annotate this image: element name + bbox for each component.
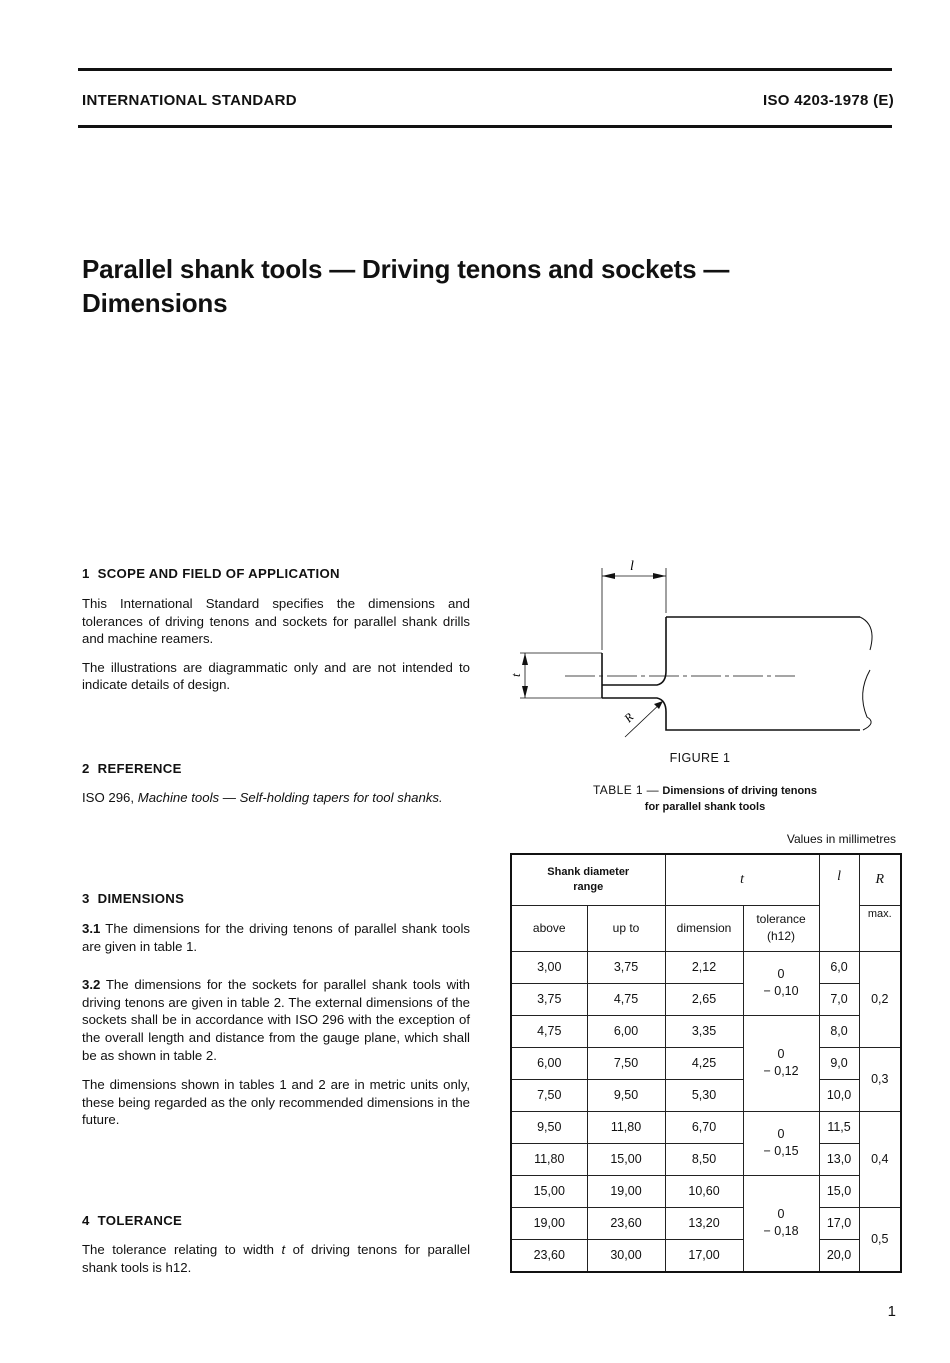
- header-above: above: [511, 905, 587, 951]
- section-1-paragraph-1: This International Standard specifies the dimensions and tolerances of driving tenons and sockets for parallel shank drills and machine reamers.: [82, 596, 470, 647]
- cell-dimension: 4,25: [665, 1047, 743, 1079]
- cell-up-to: 15,00: [587, 1143, 665, 1175]
- header-shank-diameter-range: [511, 854, 665, 905]
- table-row: [511, 1207, 901, 1239]
- page-number: 1: [887, 1303, 896, 1320]
- header-up-to: up to: [587, 905, 665, 951]
- section-4-heading: [82, 1213, 182, 1228]
- cell-up-to: 9,50: [587, 1079, 665, 1111]
- section-1-paragraph-2: The illustrations are diagrammatic only and are not intended to indicate details of design.: [82, 659, 470, 693]
- cell-l: 8,0: [819, 1015, 859, 1047]
- clause-3-2: [82, 976, 470, 1064]
- section-3-body: [82, 920, 470, 1129]
- cell-dimension: 2,12: [665, 951, 743, 983]
- header-max: max.: [859, 905, 901, 951]
- cell-up-to: 11,80: [587, 1111, 665, 1143]
- cell-r-max: 0,5: [859, 1207, 901, 1272]
- tenon-bottom-edge: [602, 698, 860, 730]
- cell-tolerance: [743, 1111, 819, 1175]
- cell-dimension: 10,60: [665, 1175, 743, 1207]
- tolerance-lower: − 0,12: [763, 1064, 799, 1078]
- table-caption: [505, 782, 905, 815]
- tolerance-upper: 0: [777, 967, 785, 981]
- section-2-heading: [82, 761, 182, 776]
- section-4-body: [82, 1241, 470, 1276]
- clause-3-1: [82, 920, 470, 955]
- dim-l-arrow-right: [653, 573, 666, 579]
- table-row: [511, 1111, 901, 1143]
- section-4-title: TOLERANCE: [97, 1213, 183, 1228]
- header-standard-type: INTERNATIONAL STANDARD: [82, 92, 297, 109]
- table-caption-line-1: [505, 782, 905, 799]
- table-row: [511, 1015, 901, 1047]
- cell-up-to: 30,00: [587, 1239, 665, 1272]
- cell-up-to: 19,00: [587, 1175, 665, 1207]
- cell-above: 9,50: [511, 1111, 587, 1143]
- cell-l: 9,0: [819, 1047, 859, 1079]
- cell-r-max: 0,3: [859, 1047, 901, 1111]
- cell-l: 10,0: [819, 1079, 859, 1111]
- section-1-body: [82, 595, 470, 694]
- title-line-1: Parallel shank tools — Driving tenons and sockets —: [82, 254, 730, 284]
- clause-3-2-number: 3.2: [82, 977, 101, 993]
- table-row: [511, 1175, 901, 1207]
- section-2-title: REFERENCE: [97, 761, 182, 776]
- clause-3-2-text: The dimensions for the sockets for parallel shank tools with driving tenons are given in table 2. The external dimensions of the sockets shall be in accordance with ISO 296 with the exception of the overall length and distance from the gauge plane, which shall be as shown in table 2.: [82, 977, 470, 1063]
- cell-above: 11,80: [511, 1143, 587, 1175]
- table-row: [511, 983, 901, 1015]
- figure-label-t: t: [508, 673, 523, 677]
- table-row: [511, 1047, 901, 1079]
- cell-above: 3,00: [511, 951, 587, 983]
- cell-above: 3,75: [511, 983, 587, 1015]
- cell-dimension: 8,50: [665, 1143, 743, 1175]
- table-caption-title-1: Dimensions of driving tenons: [662, 785, 818, 797]
- reference-number: ISO 296,: [82, 790, 135, 805]
- section-3-title: DIMENSIONS: [97, 891, 185, 906]
- tolerance-upper: 0: [777, 1127, 785, 1141]
- tolerance-lower: − 0,15: [763, 1144, 799, 1158]
- cell-tolerance: [743, 951, 819, 1015]
- table-caption-title-2: for parallel shank tools: [644, 801, 766, 813]
- cell-above: 15,00: [511, 1175, 587, 1207]
- header-dimension: dimension: [665, 905, 743, 951]
- cell-dimension: 13,20: [665, 1207, 743, 1239]
- figure-label-l: l: [630, 559, 634, 574]
- clause-3-note: The dimensions shown in tables 1 and 2 are in metric units only, these being regarded as the only recommended dimensions in the future.: [82, 1077, 470, 1128]
- table-1-tenon-dimensions: [510, 853, 902, 1273]
- reference-title: Machine tools — Self-holding tapers for tool shanks.: [137, 790, 443, 805]
- section-2-body: [82, 789, 470, 807]
- section-1-number: 1: [82, 566, 90, 581]
- cell-l: 11,5: [819, 1111, 859, 1143]
- cell-above: 7,50: [511, 1079, 587, 1111]
- header-r: R: [859, 854, 901, 905]
- header-standard-number: ISO 4203-1978 (E): [762, 92, 894, 109]
- document-title: [82, 252, 862, 320]
- cell-l: 6,0: [819, 951, 859, 983]
- tolerance-upper: 0: [777, 1207, 785, 1221]
- cell-above: 6,00: [511, 1047, 587, 1079]
- cell-up-to: 4,75: [587, 983, 665, 1015]
- cell-tolerance: [743, 1175, 819, 1272]
- section-1-heading: [82, 566, 340, 581]
- cell-above: 19,00: [511, 1207, 587, 1239]
- tolerance-lower: − 0,10: [763, 984, 799, 998]
- break-line-bottom: [863, 670, 872, 730]
- cell-tolerance: [743, 1015, 819, 1111]
- tolerance-upper: 0: [777, 1047, 785, 1061]
- table-units-note: Values in millimetres: [786, 832, 896, 846]
- clause-3-1-number: 3.1: [82, 921, 101, 936]
- title-line-2: Dimensions: [82, 288, 228, 318]
- cell-l: 13,0: [819, 1143, 859, 1175]
- tolerance-paragraph: [82, 1241, 470, 1276]
- tolerance-text-start: The tolerance relating to width: [82, 1242, 274, 1257]
- header-rule-bottom: [78, 125, 892, 128]
- header-rule-top: [78, 68, 892, 71]
- section-3-number: 3: [82, 891, 90, 906]
- dim-t-arrow-bottom: [522, 686, 528, 698]
- cell-l: 7,0: [819, 983, 859, 1015]
- break-line-top: [860, 617, 872, 650]
- figure-1-tenon-diagram: [505, 555, 895, 755]
- cell-up-to: 23,60: [587, 1207, 665, 1239]
- cell-r-max: 0,4: [859, 1111, 901, 1207]
- table-caption-number: TABLE 1 —: [592, 783, 660, 797]
- cell-up-to: 6,00: [587, 1015, 665, 1047]
- cell-up-to: 3,75: [587, 951, 665, 983]
- figure-label-r: R: [621, 710, 637, 726]
- section-2-number: 2: [82, 761, 90, 776]
- cell-dimension: 17,00: [665, 1239, 743, 1272]
- section-4-number: 4: [82, 1213, 90, 1228]
- dim-t-arrow-top: [522, 653, 528, 665]
- header-tolerance: [743, 905, 819, 951]
- section-1-title: SCOPE AND FIELD OF APPLICATION: [97, 566, 340, 581]
- figure-caption: FIGURE 1: [669, 751, 731, 765]
- clause-3-1-text: The dimensions for the driving tenons of parallel shank tools are given in table 1.: [82, 921, 470, 954]
- reference-paragraph: [82, 789, 470, 807]
- header-shank-line-1: Shank diameter: [547, 865, 630, 878]
- section-3-heading: [82, 891, 184, 906]
- table-row: [511, 951, 901, 983]
- cell-dimension: 6,70: [665, 1111, 743, 1143]
- header-shank-line-2: range: [573, 880, 604, 893]
- header-tolerance-line-2: (h12): [767, 929, 796, 943]
- table-row: [511, 1079, 901, 1111]
- cell-dimension: 2,65: [665, 983, 743, 1015]
- cell-above: 4,75: [511, 1015, 587, 1047]
- tolerance-lower: − 0,18: [763, 1224, 799, 1238]
- table-header-row-1: [511, 854, 901, 905]
- tenon-top-edge: [602, 617, 666, 685]
- cell-l: 20,0: [819, 1239, 859, 1272]
- dim-l-arrow-left: [602, 573, 615, 579]
- table-row: [511, 1239, 901, 1272]
- cell-l: 17,0: [819, 1207, 859, 1239]
- tolerance-variable-t: t: [281, 1242, 286, 1257]
- cell-dimension: 5,30: [665, 1079, 743, 1111]
- header-tolerance-line-1: tolerance: [756, 912, 806, 926]
- tolerance-text-end: of driving tenons for parallel shank tools is h12.: [82, 1242, 470, 1275]
- cell-above: 23,60: [511, 1239, 587, 1272]
- cell-up-to: 7,50: [587, 1047, 665, 1079]
- header-l: l: [819, 854, 859, 951]
- cell-l: 15,0: [819, 1175, 859, 1207]
- table-row: [511, 1143, 901, 1175]
- cell-r-max: 0,2: [859, 951, 901, 1047]
- header-t: t: [665, 854, 819, 905]
- cell-dimension: 3,35: [665, 1015, 743, 1047]
